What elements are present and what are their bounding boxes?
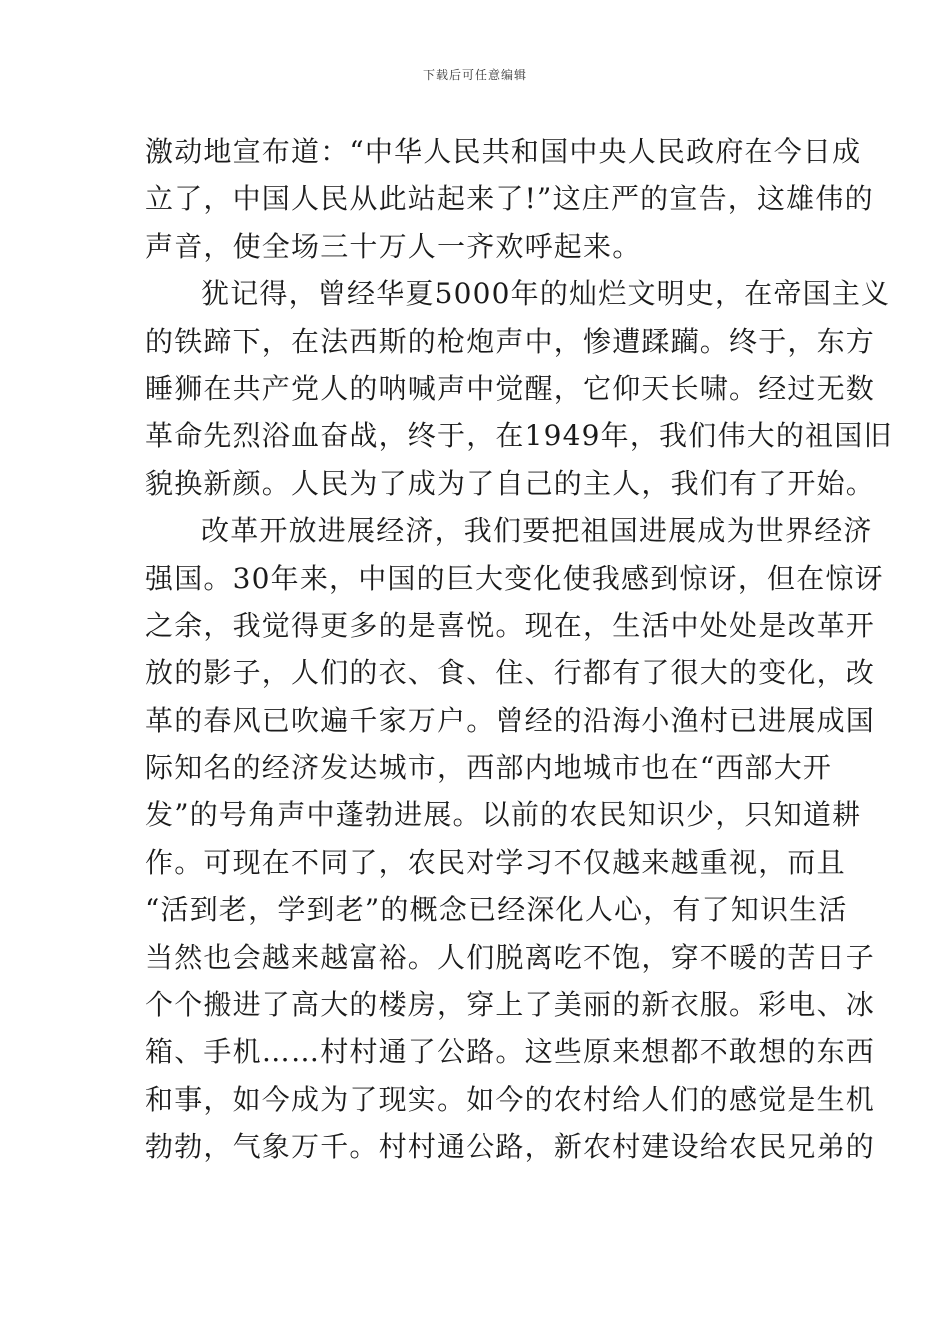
document-body — [145, 128, 893, 1171]
paragraph — [145, 128, 874, 270]
text-line: 貌换新颜。人民为了成为了自己的主人，我们有了开始。 — [145, 466, 876, 500]
text-line: “活到老，学到老”的概念已经深化人心，有了知识生活 — [145, 893, 848, 927]
text-line: 强国。30年来，中国的巨大变化使我感到惊讶，但在惊讶 — [145, 561, 884, 595]
text-line: 个个搬进了高大的楼房，穿上了美丽的新衣服。彩电、冰 — [145, 988, 876, 1022]
text-line: 革命先烈浴血奋战，终于，在1949年，我们伟大的祖国旧 — [145, 419, 893, 453]
text-line: 发”的号角声中蓬勃进展。以前的农民知识少，只知道耕 — [145, 798, 862, 832]
text-line: 激动地宣布道：“中华人民共和国中央人民政府在今日成 — [145, 135, 862, 168]
text-line: 和事，如今成为了现实。如今的农村给人们的感觉是生机 — [145, 1082, 876, 1116]
paragraph — [145, 270, 893, 507]
text-line: 勃勃，气象万千。村村通公路，新农村建设给农民兄弟的 — [145, 1130, 876, 1164]
text-line: 睡狮在共产党人的呐喊声中觉醒，它仰天长啸。经过无数 — [145, 371, 876, 405]
text-line: 改革开放进展经济，我们要把祖国进展成为世界经济 — [201, 514, 873, 548]
text-line: 际知名的经济发达城市，西部内地城市也在“西部大开 — [145, 751, 833, 785]
text-line: 放的影子，人们的衣、食、住、行都有了很大的变化，改 — [145, 656, 876, 690]
text-line: 革的春风已吹遍千家万户。曾经的沿海小渔村已进展成国 — [145, 703, 876, 737]
paragraph — [145, 507, 884, 1170]
text-line: 箱、手机……村村通了公路。这些原来想都不敢想的东西 — [145, 1035, 876, 1069]
text-line: 立了，中国人民从此站起来了!”这庄严的宣告，这雄伟的 — [145, 182, 874, 216]
text-line: 声音，使全场三十万人一齐欢呼起来。 — [145, 229, 642, 263]
text-line: 当然也会越来越富裕。人们脱离吃不饱，穿不暖的苦日子 — [145, 940, 876, 974]
text-line: 作。可现在不同了，农民对学习不仅越来越重视，而且 — [145, 845, 846, 879]
text-line: 的铁蹄下，在法西斯的枪炮声中，惨遭蹂躏。终于，东方 — [145, 324, 876, 358]
text-line: 之余，我觉得更多的是喜悦。现在，生活中处处是改革开 — [145, 608, 876, 642]
page-header: 下载后可任意编辑 — [422, 68, 527, 82]
text-line: 犹记得，曾经华夏5000年的灿烂文明史，在帝国主义 — [201, 277, 891, 311]
